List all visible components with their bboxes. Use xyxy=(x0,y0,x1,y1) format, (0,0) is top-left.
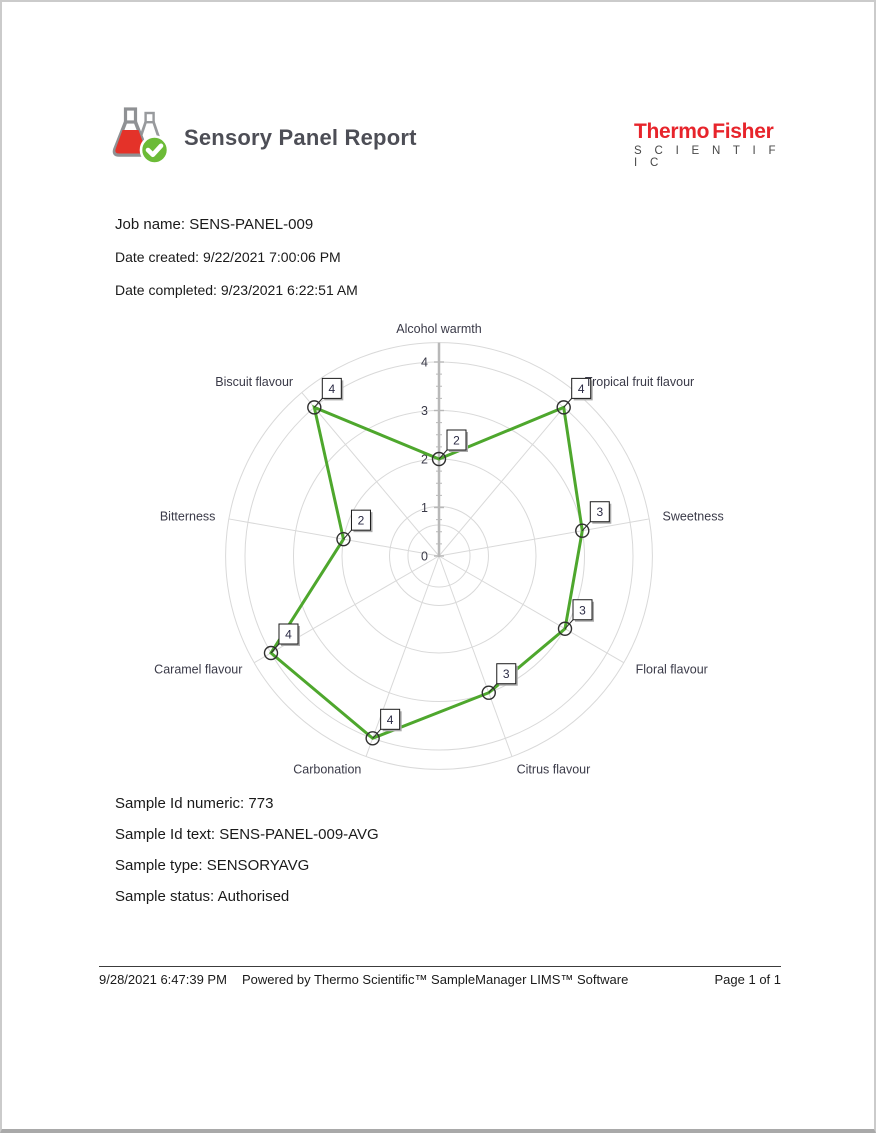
sensory-radar-chart xyxy=(2,314,876,800)
radar-tick-label: 3 xyxy=(421,404,428,418)
radar-tick-label: 1 xyxy=(421,501,428,515)
point-label-value: 4 xyxy=(577,381,585,396)
point-label-value: 3 xyxy=(596,505,604,520)
point-label-value: 4 xyxy=(386,712,394,727)
radar-spoke xyxy=(439,556,624,663)
page-title: Sensory Panel Report xyxy=(184,125,417,150)
sample-type-value: SENSORYAVG xyxy=(206,857,310,874)
job-info-section xyxy=(115,217,358,315)
radar-tick-label: 0 xyxy=(421,549,428,564)
radar-category-label: Floral flavour xyxy=(635,662,708,677)
point-label-value: 3 xyxy=(502,667,510,682)
flasks-check-logo-icon xyxy=(109,104,173,168)
sample-id-numeric-line: Sample Id numeric: 773 xyxy=(115,795,274,812)
sample-id-text-value: SENS-PANEL-009-AVG xyxy=(219,826,379,843)
radar-spoke xyxy=(254,556,439,663)
date-created-line: Date created: 9/22/2021 7:00:06 PM xyxy=(115,249,341,265)
sample-id-text-line: Sample Id text: SENS-PANEL-009-AVG xyxy=(115,826,379,843)
date-completed-value: 9/23/2021 6:22:51 AM xyxy=(220,282,358,298)
thermofisher-logo xyxy=(634,121,784,169)
point-label-value: 4 xyxy=(328,381,336,396)
sample-status-line: Sample status: Authorised xyxy=(115,888,290,905)
point-label-value: 2 xyxy=(357,513,365,528)
footer-page-number: Page 1 of 1 xyxy=(714,972,781,987)
sample-info-section xyxy=(115,796,379,920)
footer-powered-by: Powered by Thermo Scientific™ SampleManager LIMS™ Software xyxy=(242,972,629,987)
job-name-value: SENS-PANEL-009 xyxy=(189,216,314,233)
radar-category-label: Caramel flavour xyxy=(154,662,243,677)
radar-category-label: Biscuit flavour xyxy=(215,375,294,390)
thermofisher-wordmark: Thermo Fisher xyxy=(634,120,774,143)
job-name-line: Job name: SENS-PANEL-009 xyxy=(115,216,314,233)
radar-category-label: Bitterness xyxy=(159,509,216,524)
radar-chart-svg xyxy=(2,314,876,800)
radar-tick-label: 2 xyxy=(421,452,428,467)
radar-category-label: Carbonation xyxy=(293,762,362,777)
radar-category-label: Tropical fruit flavour xyxy=(584,375,695,390)
radar-spoke xyxy=(229,519,439,556)
date-created-value: 9/22/2021 7:00:06 PM xyxy=(202,249,341,265)
sample-type-line: Sample type: SENSORYAVG xyxy=(115,857,310,874)
radar-spoke xyxy=(439,393,576,556)
point-label-value: 2 xyxy=(453,433,460,448)
radar-tick-label: 4 xyxy=(421,355,428,370)
radar-category-label: Sweetness xyxy=(662,509,724,524)
radar-category-label: Alcohol warmth xyxy=(396,322,482,336)
radar-spoke xyxy=(439,556,512,757)
radar-spoke xyxy=(439,519,649,556)
radar-category-label: Citrus flavour xyxy=(516,762,591,777)
point-label-value: 4 xyxy=(285,627,292,642)
scientific-wordmark: S C I E N T I F I C xyxy=(634,145,781,169)
sample-id-numeric-value: 773 xyxy=(248,795,274,812)
footer-datetime: 9/28/2021 6:47:39 PM xyxy=(99,972,227,987)
sample-status-value: Authorised xyxy=(217,888,290,905)
report-footer xyxy=(99,966,781,987)
date-completed-line: Date completed: 9/23/2021 6:22:51 AM xyxy=(115,282,358,298)
point-label-value: 3 xyxy=(579,603,586,618)
